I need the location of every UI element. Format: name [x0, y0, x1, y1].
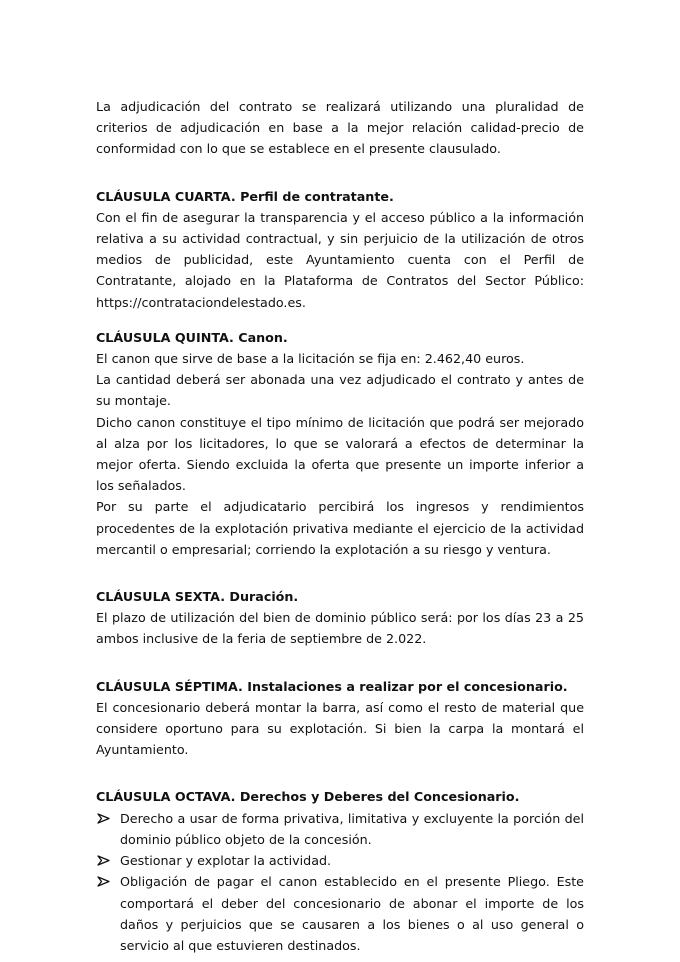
- clausula-sexta-heading: CLÁUSULA SEXTA. Duración.: [96, 589, 299, 605]
- clausula-septima-heading: CLÁUSULA SÉPTIMA. Instalaciones a realizar por el concesionario.: [96, 678, 568, 694]
- clausula-cuarta-paragraph: Con el fin de asegurar la transparencia y el acceso público a la información relativa a su actividad contractual, y sin perjuicio de la utilización de otros medios de publicidad, este Ayuntamiento cuenta con el Perfil de Contratante, alojado en la Plataforma de Contratos del Sector Público: https://contrataciondelestado.es.: [96, 209, 584, 310]
- clausula-octava-bullet-list: [96, 808, 584, 956]
- arrowhead-bullet-icon: [97, 850, 111, 871]
- arrowhead-bullet-icon: [97, 808, 111, 829]
- list-item: [96, 850, 584, 871]
- clausula-septima-section: [96, 676, 584, 761]
- clausula-quinta-heading: CLÁUSULA QUINTA. Canon.: [96, 329, 288, 345]
- clausula-sexta-section: [96, 586, 584, 650]
- clausula-sexta-paragraph: El plazo de utilización del bien de dominio público será: por los días 23 a 25 ambos inclusive de la feria de septiembre de 2.022.: [96, 610, 584, 647]
- list-item: [96, 871, 584, 956]
- clausula-quinta-paragraph-4: Por su parte el adjudicatario percibirá los ingresos y rendimientos procedentes de la explotación privativa mediante el ejercicio de la actividad mercantil o empresarial; corriendo la explotación a su riesgo y ventura.: [96, 499, 584, 557]
- clausula-quinta-paragraph-2: La cantidad deberá ser abonada una vez adjudicado el contrato y antes de su montaje.: [96, 372, 584, 409]
- list-item: [96, 808, 584, 850]
- bullet-text: Obligación de pagar el canon establecido en el presente Pliego. Este comportará el deber del concesionario de abonar el importe de los daños y perjuicios que se causaren a los bienes o al uso general o servicio al que estuvieren destinados.: [120, 874, 584, 953]
- bullet-text: Derecho a usar de forma privativa, limitativa y excluyente la porción del dominio público objeto de la concesión.: [120, 810, 584, 847]
- intro-paragraph: La adjudicación del contrato se realizará utilizando una pluralidad de criterios de adjudicación en base a la mejor relación calidad-precio de conformidad con lo que se establece en el presente clausulado.: [96, 99, 584, 157]
- clausula-cuarta-heading: CLÁUSULA CUARTA. Perfil de contratante.: [96, 188, 394, 204]
- bullet-text: Gestionar y explotar la actividad.: [120, 853, 332, 869]
- clausula-septima-paragraph: El concesionario deberá montar la barra, así como el resto de material que considere oportuno para su explotación. Si bien la carpa la montará el Ayuntamiento.: [96, 699, 584, 758]
- clausula-quinta-paragraph-3: Dicho canon constituye el tipo mínimo de licitación que podrá ser mejorado al alza por los licitadores, lo que se valorará a efectos de determinar la mejor oferta. Siendo excluida la oferta que presente un importe inferior a los señalados.: [96, 414, 584, 494]
- clausula-octava-heading: CLÁUSULA OCTAVA. Derechos y Deberes del Concesionario.: [96, 789, 520, 805]
- clausula-quinta-paragraph-1: El canon que sirve de base a la licitación se fija en: 2.462,40 euros.: [96, 351, 525, 367]
- arrowhead-bullet-icon: [97, 871, 111, 892]
- intro-section: [96, 96, 584, 160]
- document-body: [96, 96, 584, 956]
- clausula-octava-section: [96, 786, 584, 956]
- clausula-quinta-section: [96, 327, 584, 560]
- clausula-cuarta-section: [96, 186, 584, 313]
